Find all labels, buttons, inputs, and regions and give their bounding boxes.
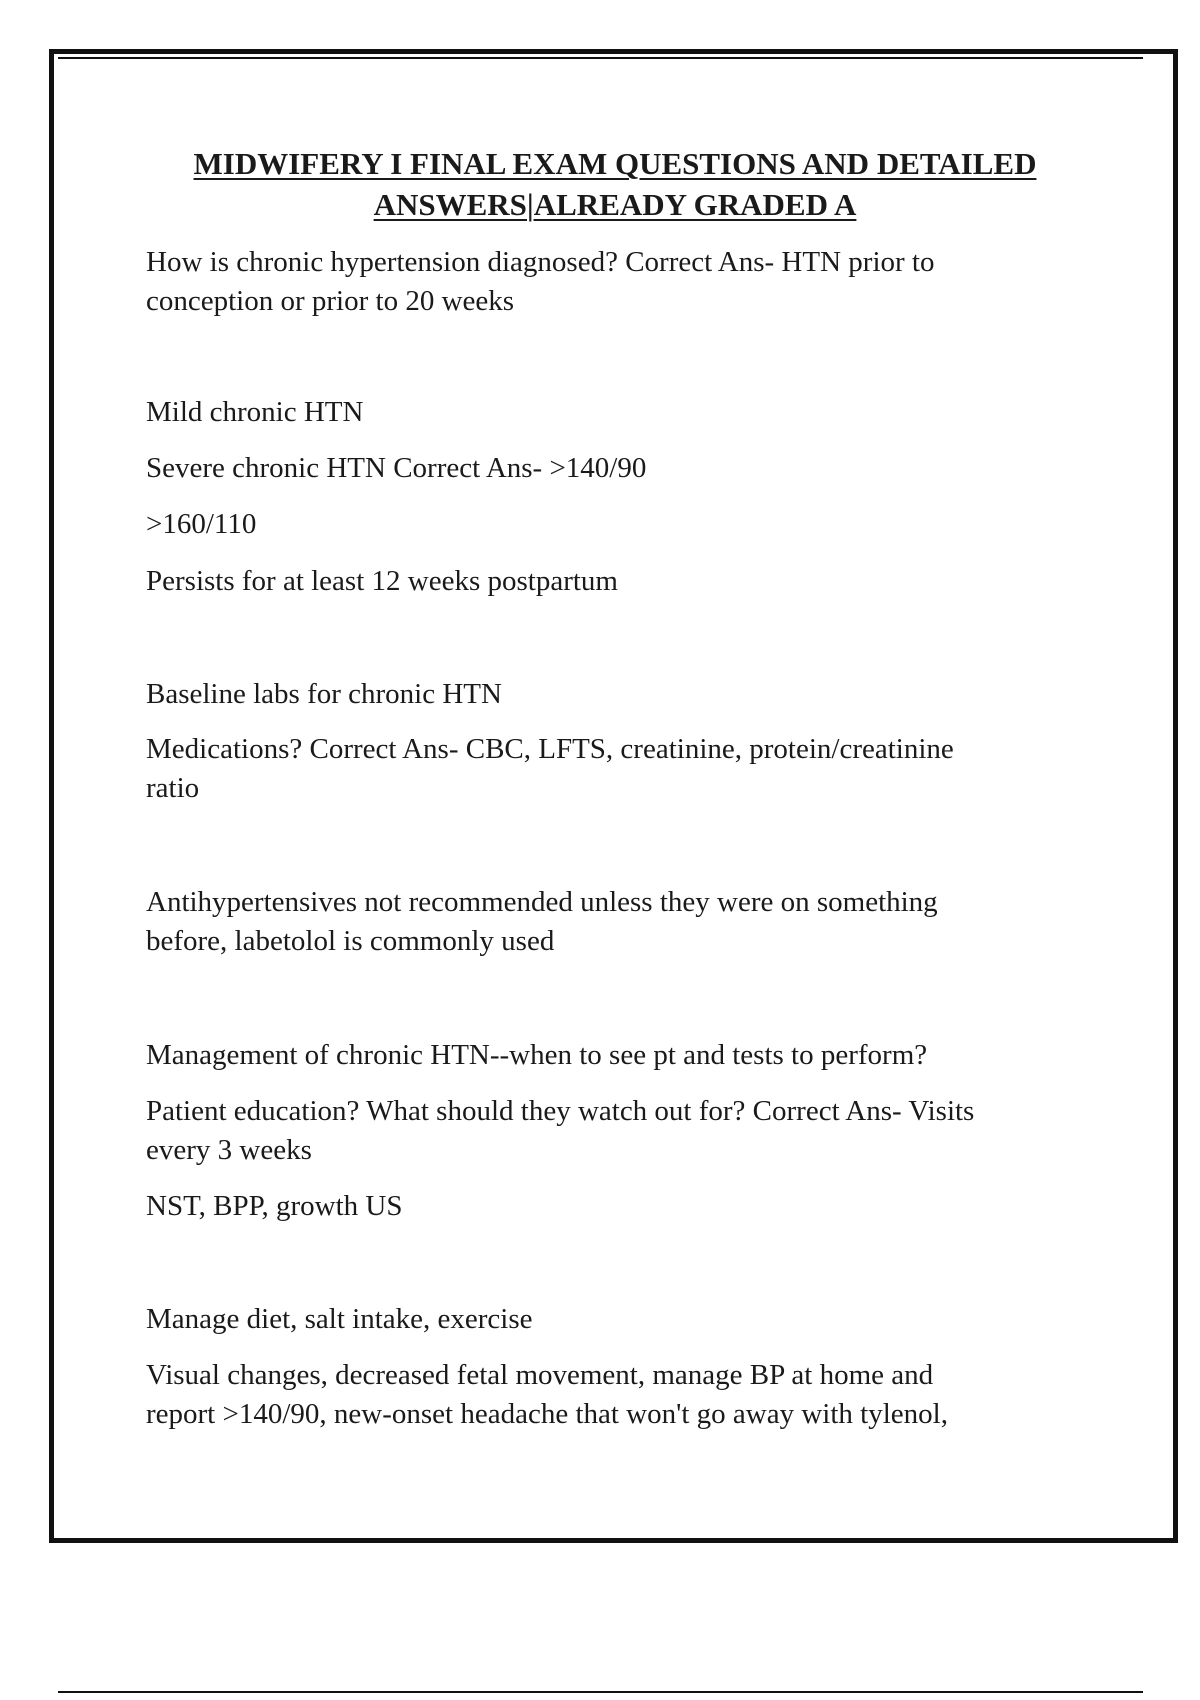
text-line: every 3 weeks <box>146 1134 312 1166</box>
text-line: conception or prior to 20 weeks <box>146 285 515 317</box>
paragraph-patient-education <box>146 1092 1116 1170</box>
text-line: Mild chronic HTN <box>146 396 364 428</box>
paragraph-baseline-labs <box>146 675 1116 714</box>
text-line: before, labetolol is commonly used <box>146 925 555 957</box>
paragraph-persists-postpartum <box>146 562 1116 601</box>
text-line: >160/110 <box>146 508 257 540</box>
text-line: How is chronic hypertension diagnosed? Correct Ans- HTN prior to <box>146 246 935 278</box>
title-line-2: ANSWERS|ALREADY GRADED A <box>373 187 857 222</box>
text-line: Severe chronic HTN Correct Ans- >140/90 <box>146 452 647 484</box>
text-line: Persists for at least 12 weeks postpartum <box>146 565 618 597</box>
next-page-top-rule <box>58 1691 1143 1693</box>
text-line: Baseline labs for chronic HTN <box>146 678 502 710</box>
text-line: Management of chronic HTN--when to see pt and tests to perform? <box>146 1039 928 1071</box>
paragraph-bp-threshold <box>146 505 1116 544</box>
text-line: ratio <box>146 772 200 804</box>
document-title <box>100 143 1130 225</box>
text-line: NST, BPP, growth US <box>146 1190 403 1222</box>
text-line: Medications? Correct Ans- CBC, LFTS, creatinine, protein/creatinine <box>146 733 954 765</box>
text-line: Visual changes, decreased fetal movement, manage BP at home and <box>146 1359 934 1391</box>
paragraph-severe-chronic-htn <box>146 449 1116 488</box>
paragraph-antihypertensives <box>146 883 1116 961</box>
paragraph-management <box>146 1036 1116 1075</box>
text-line: Manage diet, salt intake, exercise <box>146 1303 533 1335</box>
text-line: Patient education? What should they watch out for? Correct Ans- Visits <box>146 1095 975 1127</box>
title-line-1: MIDWIFERY I FINAL EXAM QUESTIONS AND DETAILED <box>193 146 1037 181</box>
text-line: report >140/90, new-onset headache that won't go away with tylenol, <box>146 1398 948 1430</box>
top-rule <box>58 57 1143 59</box>
paragraph-tests <box>146 1187 1116 1226</box>
paragraph-warning-signs <box>146 1356 1116 1434</box>
paragraph-chronic-htn-diagnosis <box>146 243 1116 321</box>
paragraph-medications <box>146 730 1116 808</box>
paragraph-mild-chronic-htn <box>146 393 1116 432</box>
paragraph-diet <box>146 1300 1116 1339</box>
text-line: Antihypertensives not recommended unless they were on something <box>146 886 938 918</box>
